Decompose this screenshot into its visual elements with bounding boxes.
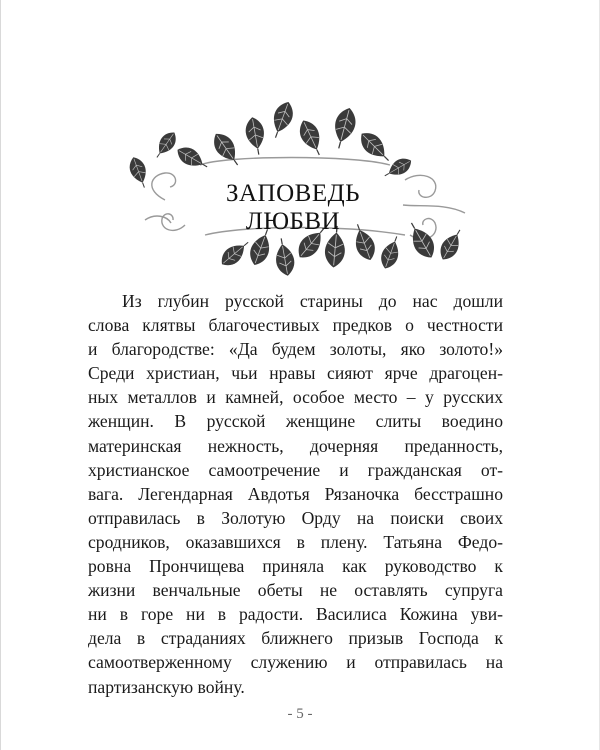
text-line: партизанскую войну. <box>88 676 245 697</box>
text-line: Из глубин русской старины до нас дошли <box>122 291 503 311</box>
text-line: материнская нежность, дочерняя преданность, <box>88 435 503 456</box>
text-line: и благородстве: «Да будем золоты, яко золото!» <box>88 339 503 360</box>
text-line: ни в горе ни в радости. Василиса Кожина уви- <box>88 604 503 625</box>
text-line: сродников, оказавшихся в плену. Татьяна Федо- <box>88 531 503 552</box>
chapter-title: ЗАПОВЕДЬ ЛЮБВИ <box>225 180 361 235</box>
text-line: Среди христиан, чьи нравы сияют ярче драгоцен- <box>88 363 503 384</box>
text-line: ных металлов и камней, особое место – у русских <box>88 387 503 408</box>
text-line: слова клятвы благочестивых предков о честности <box>88 315 503 336</box>
text-line: вага. Легендарная Авдотья Рязаночка бесстрашно <box>88 483 503 504</box>
body-paragraph <box>88 289 503 699</box>
text-line: ровна Прончищева приняла как руководство к <box>88 556 503 577</box>
text-line: дела в страданиях ближнего призыв Господа к <box>88 628 503 649</box>
text-line: жизни венчальные обеты не оставлять супруга <box>88 580 503 601</box>
text-line: христианское самоотречение и гражданская от- <box>88 459 503 480</box>
text-line: женщин. В русской женщине слиты воедино <box>88 411 503 432</box>
text-line: отправилась в Золотую Орду на поиски своих <box>88 507 503 528</box>
text-line: самоотверженному служению и отправилась на <box>88 652 503 673</box>
page-number: - 5 - <box>287 706 313 722</box>
